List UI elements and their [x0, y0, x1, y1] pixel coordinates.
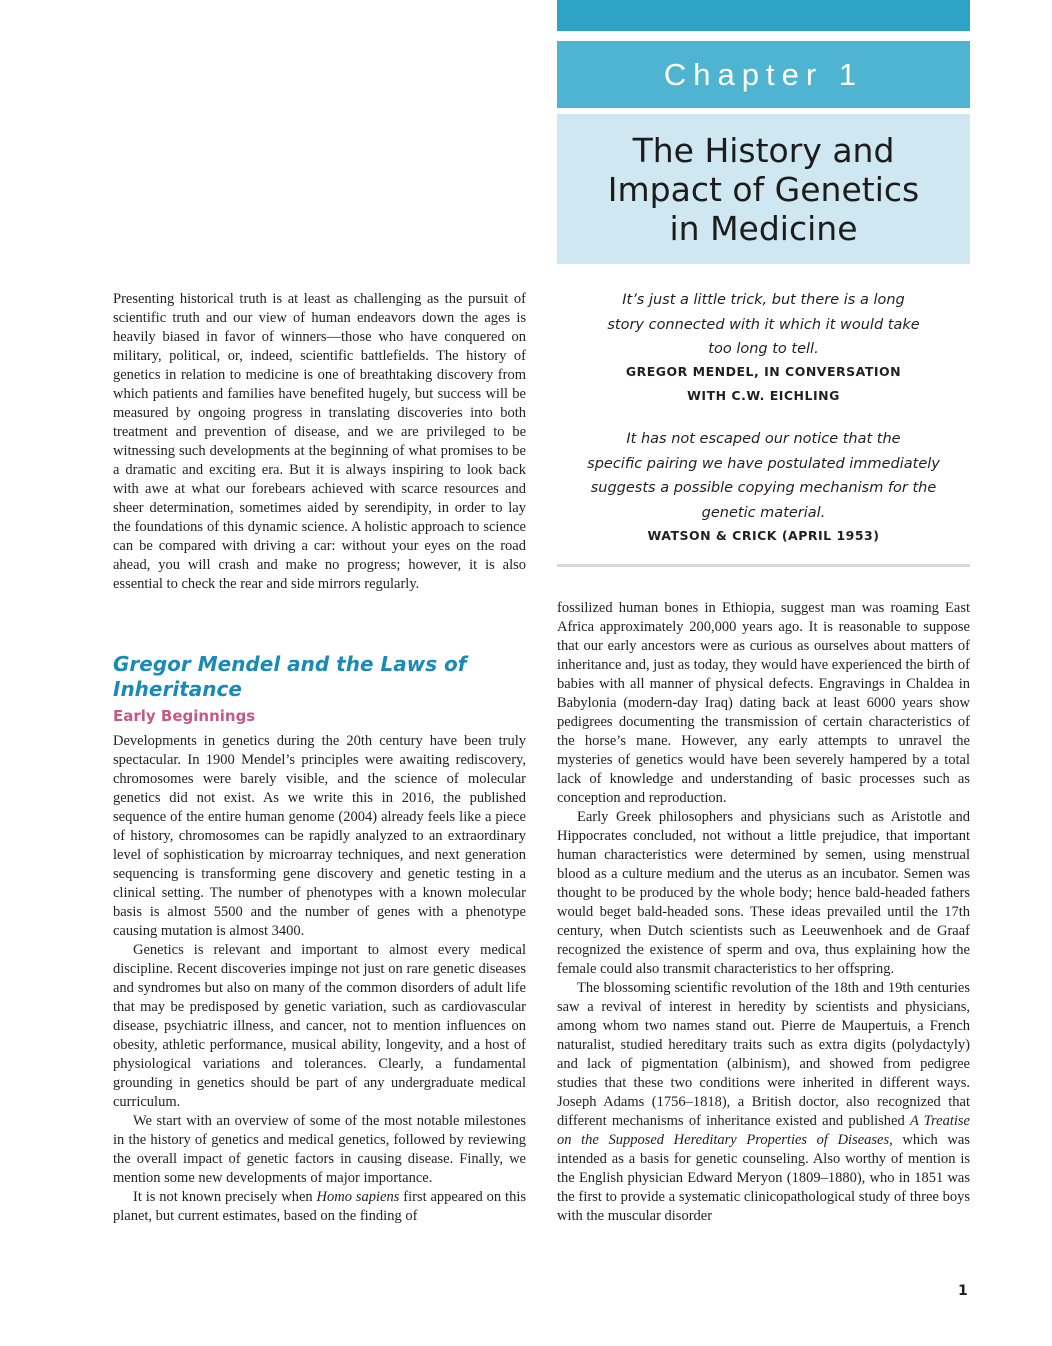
italic-title: A Treatise on the Supposed Hereditary Properties of Diseases, [557, 1113, 970, 1148]
body-paragraph [557, 979, 970, 1226]
chapter-label: Chapter 1 [557, 41, 970, 108]
body-paragraph: Early Greek philosophers and physicians such as Aristotle and Hippocrates concluded, not without a little prejudice, that important human characteristics were determined by semen, using menstrual blood as a culture medium and the uterus as an incubator. Semen was thought to be produced by the whole body; hence bald-headed fathers would beget bald-headed sons. These ideas prevailed until the 17th century, when Dutch scientists such as Leeuwenhoek and de Graaf recognized the existence of sperm and ova, thus explaining how the female could also transmit characteristics to her offspring. [557, 809, 970, 977]
epigraph-line: It’s just a little trick, but there is a long [622, 292, 905, 308]
chapter-title-box [557, 114, 970, 264]
epigraph-line: specific pairing we have postulated immediately [587, 455, 940, 472]
chapter-title-line: The History and [632, 131, 895, 170]
epigraph-attribution [557, 524, 970, 548]
epigraph-divider [557, 564, 970, 567]
italic-term: Homo sapiens [316, 1189, 400, 1205]
body-paragraph: fossilized human bones in Ethiopia, suggest man was roaming East Africa approximately 200,000 years ago. It is reasonable to suppose that our early ancestors were as curious as ourselves about matters of inheritance and, just as today, they would have experienced the birth of babies with all manner of physical defects. Engravings in Chaldea in Babylonia (modern-day Iraq) dating back at least 6000 years show pedigrees documenting the transmission of certain characteristics of the horse’s mane. However, any early attempts to unravel the mysteries of genetics would have been severely hampered by a total lack of knowledge and understanding of basic processes such as conception and reproduction. [557, 600, 970, 806]
body-paragraph: Developments in genetics during the 20th century have been truly spectacular. In 1900 Mendel’s principles were awaiting rediscovery, chromosomes were barely visible, and the science of molecular genetics did not exist. As we write this in 2016, the published sequence of the entire human genome (2004) already feels like a piece of history, chromosomes can be rapidly analyzed to an extraordinary level of sophistication by microarray techniques, and next generation sequencing is transforming gene discovery and genetic testing in a clinical setting. The number of phenotypes with a known molecular basis is almost 5500 and the number of genes with a phenotype causing mutation is almost 3400. [113, 733, 526, 939]
text-run: The blossoming scientific revolution of the 18th and 19th centuries saw a revival of interest in heredity by scientists and physicians, among whom two names stand out. Pierre de Maupertuis, a French naturalist, studied hereditary traits such as extra digits (polydactyly) and lack of pigmentation (albinism), and showed from pedigree studies that these two conditions were inherited in different ways. Joseph Adams (1756–1818), a British doctor, also recognized that different mechanisms of inheritance existed and published [557, 980, 970, 1129]
epigraph-quote [557, 288, 970, 362]
attribution-line: WATSON & CRICK (APRIL 1953) [647, 528, 880, 543]
chapter-title [557, 114, 970, 248]
epigraph-line: story connected with it which it would take [607, 316, 920, 333]
chapter-title-line: Impact of Genetics [607, 170, 920, 209]
epigraph-attribution [557, 360, 970, 408]
attribution-line: GREGOR MENDEL, IN CONVERSATION [625, 364, 902, 379]
epigraph-line: genetic material. [701, 504, 826, 521]
body-paragraph: Genetics is relevant and important to almost every medical discipline. Recent discoveries impinge not just on rare genetic diseases and syndromes but also on many of the common disorders of adult life that may be predisposed by genetic variation, such as cardiovascular disease, psychiatric illness, and cancer, not to mention influences on obesity, athletic performance, musical ability, longevity, and a host of physiological variations and tolerances. Clearly, a fundamental grounding in genetics should be part of any undergraduate medical curriculum. [113, 942, 526, 1110]
subsection-heading: Early Beginnings [113, 707, 256, 725]
body-paragraph [113, 1188, 526, 1226]
epigraph-line: It has not escaped our notice that the [626, 431, 901, 447]
body-paragraph: We start with an overview of some of the most notable milestones in the history of genetics and medical genetics, followed by reviewing the overall impact of genetic factors in causing disease. Finally, we mention some new developments of major importance. [113, 1113, 526, 1186]
intro-paragraph: Presenting historical truth is at least as challenging as the pursuit of scientific truth and our view of human endeavors down the ages is heavily biased in favor of winners—those who have conquered on military, political, or, indeed, scientific battlefields. The history of genetics in relation to medicine is one of breathtaking discovery from which patients and families have benefited hugely, but success will be measured by ongoing progress in translating discoveries into both treatment and prevention of disease, and we are privileged to be witnessing such developments at the beginning of what promises to be a dramatic and exciting era. But it is always inspiring to look back with awe at what our forebears achieved with scarce resources and sheer determination, sometimes aided by serendipity, in order to lay the foundations of this dynamic science. A holistic approach to science can be compared with driving a car: without your eyes on the road ahead, you will crash and make no progress; however, it is also essential to check the rear and side mirrors regularly. [113, 291, 526, 592]
text-run: first appeared on this planet, but current estimates, based on the finding of [113, 1189, 526, 1224]
intro-section [113, 290, 526, 594]
chapter-title-line: in Medicine [669, 209, 858, 248]
section-heading: Gregor Mendel and the Laws of Inheritance [113, 652, 467, 701]
page-number: 1 [958, 1283, 968, 1299]
left-body [113, 732, 526, 1226]
text-run: which was intended as a basis for genetic counseling. Also worthy of mention is the English physician Edward Meryon (1809–1880), who in 1851 was the first to provide a systematic clinicopathological study of three boys with the muscular disorder [557, 1132, 970, 1224]
epigraph-quote [557, 427, 970, 525]
epigraph-line: suggests a possible copying mechanism for the [590, 480, 937, 496]
text-run: It is not known precisely when [133, 1189, 317, 1205]
attribution-line: WITH C.W. EICHLING [687, 388, 840, 403]
chapter-color-band [557, 0, 970, 31]
right-body [557, 599, 970, 1226]
epigraph-line: too long to tell. [708, 341, 819, 357]
